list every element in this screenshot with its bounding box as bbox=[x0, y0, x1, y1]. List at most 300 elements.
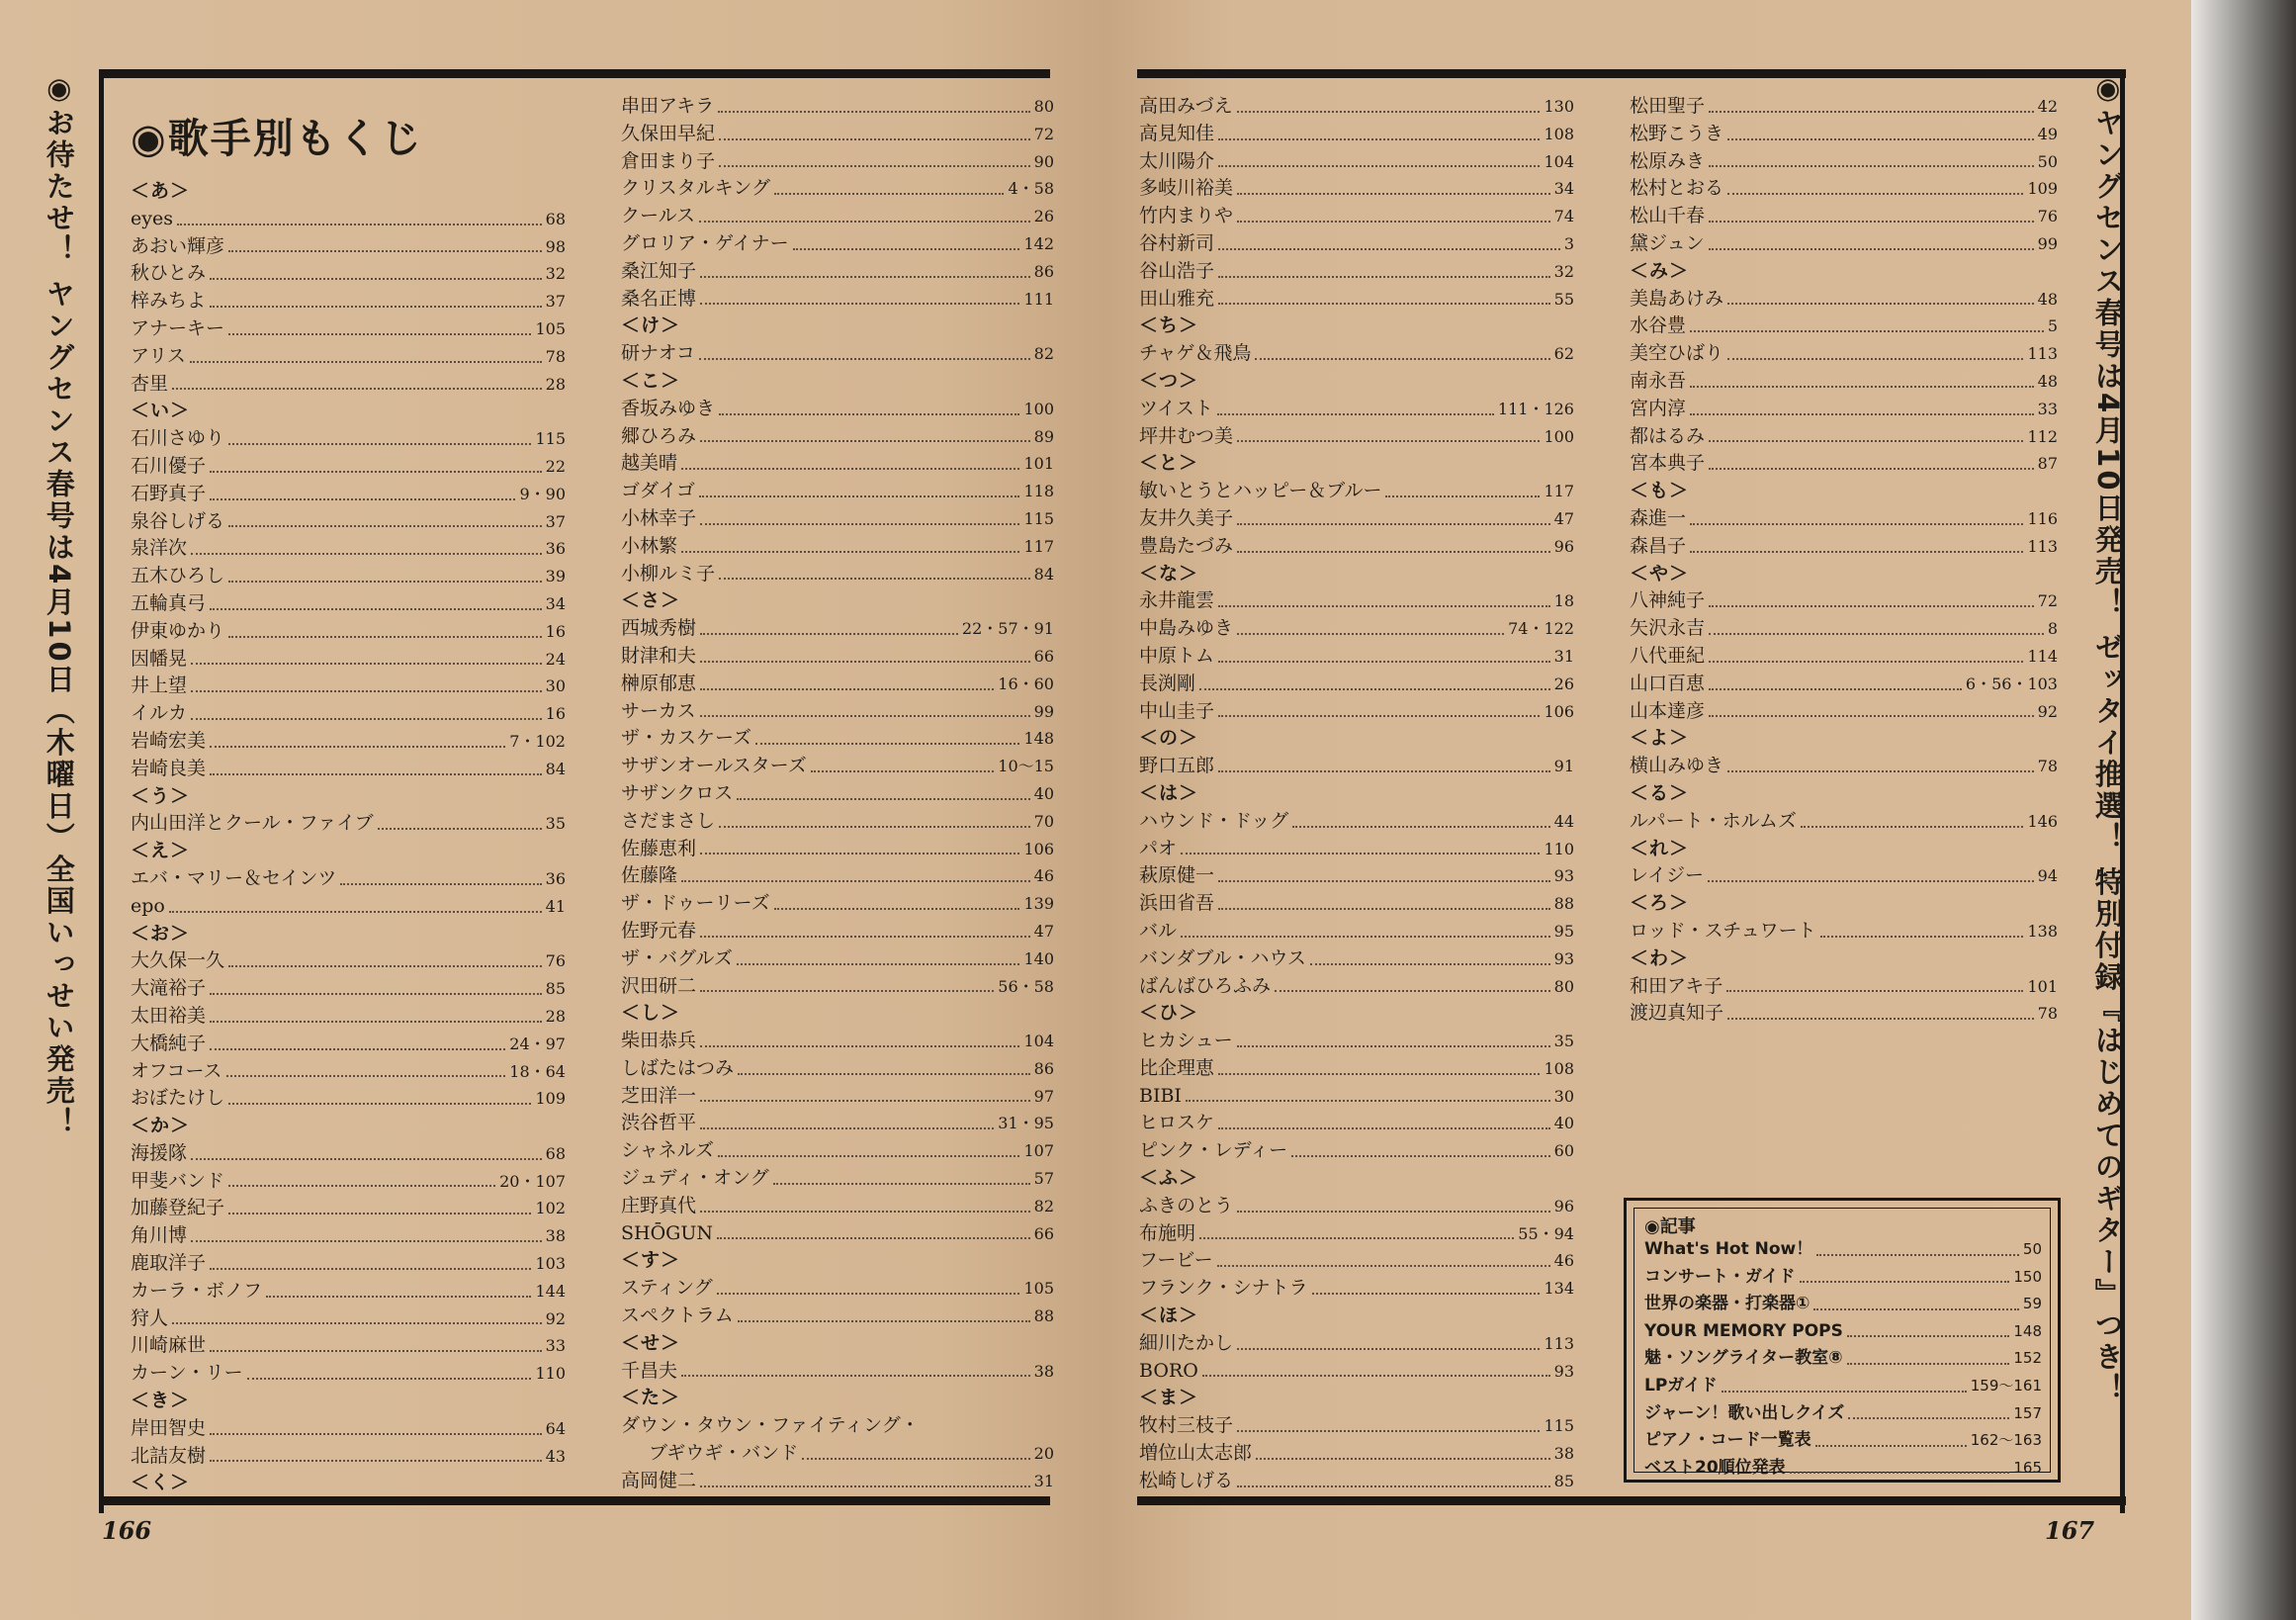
top-rule-left bbox=[99, 69, 1050, 78]
index-entry bbox=[621, 423, 1054, 451]
page-ref: 32 bbox=[545, 264, 566, 284]
dot-leader bbox=[247, 1378, 532, 1380]
dot-leader bbox=[1181, 853, 1540, 855]
index-entry bbox=[621, 1193, 1054, 1220]
artist-name: 魅・ソングライター教室⑧ bbox=[1644, 1348, 1843, 1369]
page-ref: 140 bbox=[1023, 948, 1054, 968]
artist-name: 渋谷哲平 bbox=[621, 1112, 697, 1134]
page-ref: 111 bbox=[1023, 289, 1054, 309]
artist-name: 千昌夫 bbox=[621, 1359, 678, 1382]
artist-name: 小柳ルミ子 bbox=[621, 562, 716, 585]
artist-name: 八代亜紀 bbox=[1630, 644, 1706, 667]
index-entry bbox=[1630, 148, 2058, 176]
index-entry bbox=[1630, 450, 2058, 478]
artist-name: 松田聖子 bbox=[1630, 95, 1706, 117]
dot-leader bbox=[1218, 303, 1550, 305]
left-page bbox=[0, 0, 1102, 1620]
page-ref: 99 bbox=[1033, 701, 1054, 721]
page-ref: 88 bbox=[1553, 894, 1574, 914]
dot-leader bbox=[719, 578, 1030, 580]
page-ref: 92 bbox=[545, 1308, 566, 1328]
artist-name: 小林幸子 bbox=[621, 506, 697, 529]
index-entry bbox=[1139, 973, 1574, 1001]
page-ref: 92 bbox=[2037, 701, 2058, 721]
kana-section-heading: ＜も＞ bbox=[1630, 480, 1690, 502]
kana-section-heading: ＜こ＞ bbox=[621, 369, 681, 392]
artist-name: カーラ・ボノフ bbox=[131, 1279, 263, 1302]
dot-leader bbox=[699, 358, 1030, 360]
index-column-1 bbox=[131, 178, 566, 1497]
kana-section-heading: ＜し＞ bbox=[621, 1002, 681, 1025]
index-entry bbox=[1139, 1055, 1574, 1083]
page-ref: 44 bbox=[1553, 811, 1574, 831]
artist-name: 比企理恵 bbox=[1139, 1056, 1215, 1079]
page-ref: 112 bbox=[2027, 426, 2058, 446]
page-ref: 113 bbox=[2027, 344, 2058, 364]
artist-name: BORO bbox=[1139, 1359, 1198, 1382]
page-ref: 80 bbox=[1553, 976, 1574, 996]
page-edge bbox=[2191, 0, 2296, 1620]
index-entry bbox=[131, 1140, 566, 1168]
dot-leader bbox=[1709, 715, 2034, 717]
page-ref: 74・122 bbox=[1508, 619, 1574, 639]
index-entry bbox=[131, 810, 566, 838]
index-entry bbox=[1630, 121, 2058, 148]
dot-leader bbox=[1690, 551, 2023, 553]
page-ref: 78 bbox=[2037, 1004, 2058, 1024]
index-entry bbox=[131, 728, 566, 756]
artist-name: LPガイド bbox=[1644, 1375, 1718, 1395]
page-ref: 104 bbox=[1544, 151, 1574, 171]
dot-leader bbox=[1848, 1417, 2009, 1419]
dot-leader bbox=[1237, 1430, 1540, 1432]
artist-name: 倉田まり子 bbox=[621, 149, 716, 172]
page-ref: 37 bbox=[545, 511, 566, 531]
artist-name: ハウンド・ドッグ bbox=[1139, 809, 1289, 832]
page-ref: 82 bbox=[1033, 1196, 1054, 1215]
index-entry bbox=[1139, 533, 1574, 561]
page-ref: 24 bbox=[545, 649, 566, 669]
artist-name: 桑名正博 bbox=[621, 287, 697, 310]
kana-section-heading: ＜は＞ bbox=[1139, 781, 1199, 804]
dot-leader bbox=[210, 1433, 542, 1435]
page-ref: 86 bbox=[1033, 1058, 1054, 1078]
page-ref: 99 bbox=[2037, 233, 2058, 253]
artist-name: 狩人 bbox=[131, 1306, 169, 1329]
kana-section-heading: ＜ろ＞ bbox=[1630, 892, 1690, 915]
dot-leader bbox=[172, 1322, 542, 1324]
artist-name: パオ bbox=[1139, 837, 1178, 859]
dot-leader bbox=[700, 1211, 1030, 1213]
dot-leader bbox=[717, 1293, 1020, 1295]
dot-leader bbox=[681, 551, 1019, 553]
dot-leader bbox=[1722, 1391, 1967, 1393]
index-entry bbox=[1630, 973, 2058, 1001]
artist-name: ルパート・ホルムズ bbox=[1630, 809, 1797, 832]
kana-section-heading: ＜ほ＞ bbox=[1139, 1305, 1199, 1327]
index-entry bbox=[131, 343, 566, 371]
artist-name: 川崎麻世 bbox=[131, 1334, 207, 1357]
artist-name: 山口百恵 bbox=[1630, 672, 1706, 694]
artist-name: 美島あけみ bbox=[1630, 287, 1724, 310]
dot-leader bbox=[700, 688, 994, 690]
index-entry bbox=[131, 288, 566, 315]
dot-leader bbox=[773, 1183, 1030, 1185]
index-entry bbox=[1139, 862, 1574, 890]
kana-section-heading: ＜ふ＞ bbox=[1139, 1167, 1199, 1190]
dot-leader bbox=[700, 440, 1030, 442]
artist-name: 世界の楽器・打楽器① bbox=[1644, 1294, 1810, 1314]
page-ref: 104 bbox=[1023, 1032, 1054, 1051]
dot-leader bbox=[266, 1296, 531, 1298]
artist-name: 芝田洋一 bbox=[621, 1084, 697, 1107]
dot-leader bbox=[1218, 1127, 1550, 1129]
artist-name: ブギウギ・バンド bbox=[649, 1442, 799, 1465]
dot-leader bbox=[210, 1460, 542, 1462]
index-entry bbox=[1630, 918, 2058, 945]
index-entry bbox=[1139, 478, 1574, 505]
index-entry bbox=[1630, 93, 2058, 121]
artist-name: 庄野真代 bbox=[621, 1194, 697, 1216]
dot-leader bbox=[228, 965, 542, 967]
page-ref: 16 bbox=[545, 621, 566, 641]
index-entry bbox=[621, 1083, 1054, 1111]
page-ref: 43 bbox=[545, 1446, 566, 1466]
dot-leader bbox=[210, 471, 542, 473]
dot-leader bbox=[1237, 551, 1550, 553]
artist-name: オフコース bbox=[131, 1059, 222, 1082]
index-entry bbox=[1139, 808, 1574, 836]
artist-name: 八神純子 bbox=[1630, 589, 1706, 612]
artist-name: フービー bbox=[1139, 1249, 1213, 1272]
artist-name: クールス bbox=[621, 205, 696, 227]
index-entry bbox=[131, 1443, 566, 1471]
index-entry bbox=[131, 481, 566, 508]
index-column-4 bbox=[1630, 93, 2058, 1028]
artist-name: eyes bbox=[131, 207, 173, 229]
page-ref: 78 bbox=[2037, 757, 2058, 776]
artist-name: カーン・リー bbox=[131, 1362, 243, 1385]
top-rule-right bbox=[1137, 69, 2126, 78]
artist-name: 高見知佳 bbox=[1139, 122, 1215, 144]
index-entry bbox=[621, 1358, 1054, 1386]
artist-name: 水谷豊 bbox=[1630, 315, 1687, 337]
page-title: ◉歌手別もくじ bbox=[131, 115, 423, 162]
artist-name: サザンオールスターズ bbox=[621, 755, 807, 777]
artist-name: ベスト20順位発表 bbox=[1644, 1457, 1786, 1478]
index-entry bbox=[131, 563, 566, 590]
kana-section-heading: ＜つ＞ bbox=[1139, 369, 1199, 392]
bottom-rule-left bbox=[99, 1496, 1050, 1505]
page-ref: 157 bbox=[2013, 1403, 2042, 1422]
index-entry bbox=[131, 646, 566, 674]
dot-leader bbox=[1237, 1485, 1550, 1487]
index-entry bbox=[621, 1275, 1054, 1303]
page-ref: 40 bbox=[1553, 1114, 1574, 1133]
dot-leader bbox=[1237, 523, 1550, 525]
index-entry bbox=[1630, 753, 2058, 780]
kana-section-heading: ＜え＞ bbox=[131, 840, 191, 862]
dot-leader bbox=[210, 306, 542, 308]
index-entry bbox=[621, 698, 1054, 726]
dot-leader bbox=[210, 1021, 542, 1023]
index-entry bbox=[131, 1222, 566, 1250]
index-entry bbox=[1630, 203, 2058, 230]
index-entry bbox=[621, 148, 1054, 176]
dot-leader bbox=[1820, 936, 2024, 938]
page-ref: 109 bbox=[2027, 179, 2058, 199]
artist-name: フランク・シナトラ bbox=[1139, 1277, 1308, 1300]
page-ref: 56・58 bbox=[998, 976, 1054, 996]
artist-name: 松崎しげる bbox=[1139, 1469, 1234, 1491]
dot-leader bbox=[1709, 248, 2034, 250]
index-entry bbox=[1139, 698, 1574, 726]
index-entry bbox=[1139, 505, 1574, 533]
index-entry bbox=[1644, 1291, 2042, 1318]
dot-leader bbox=[1218, 138, 1540, 140]
dot-leader bbox=[1726, 990, 2023, 992]
page-ref: 7・102 bbox=[509, 731, 566, 751]
dot-leader bbox=[1709, 221, 2034, 223]
dot-leader bbox=[699, 495, 1020, 497]
kana-section-heading: ＜お＞ bbox=[131, 922, 191, 945]
index-entry bbox=[131, 233, 566, 261]
dot-leader bbox=[1181, 936, 1550, 938]
page-ref: 64 bbox=[545, 1418, 566, 1438]
index-entry bbox=[131, 1085, 566, 1113]
page-ref: 38 bbox=[545, 1226, 566, 1246]
dot-leader bbox=[700, 276, 1030, 278]
kana-section-heading: ＜さ＞ bbox=[621, 589, 681, 612]
page-ref: 103 bbox=[535, 1254, 566, 1274]
index-entry bbox=[621, 203, 1054, 230]
artist-name: チャゲ＆飛鳥 bbox=[1139, 342, 1252, 365]
page-ref: 33 bbox=[2037, 399, 2058, 418]
index-entry bbox=[1139, 340, 1574, 368]
page-ref: 47 bbox=[1553, 508, 1574, 528]
page-ref: 38 bbox=[1033, 1361, 1054, 1381]
page-ref: 139 bbox=[1023, 894, 1054, 914]
dot-leader bbox=[1385, 495, 1540, 497]
artist-name: 松野こうき bbox=[1630, 122, 1724, 144]
artist-name: 宮内淳 bbox=[1630, 397, 1687, 419]
page-ref: 68 bbox=[545, 209, 566, 228]
index-entry bbox=[1139, 121, 1574, 148]
dot-leader bbox=[1275, 990, 1550, 992]
kana-section-heading: ＜ち＞ bbox=[1139, 315, 1199, 337]
dot-leader bbox=[1218, 1073, 1540, 1075]
artist-name: コンサート・ガイド bbox=[1644, 1266, 1796, 1287]
dot-leader bbox=[1218, 661, 1550, 663]
index-entry bbox=[621, 808, 1054, 836]
index-entry bbox=[1139, 148, 1574, 176]
page-ref: 105 bbox=[1023, 1279, 1054, 1299]
artist-name: 森昌子 bbox=[1630, 534, 1687, 557]
artist-name: ツイスト bbox=[1139, 397, 1213, 419]
index-entry bbox=[621, 450, 1054, 478]
artist-name: 渡辺真知子 bbox=[1630, 1002, 1724, 1025]
dot-leader bbox=[1312, 1293, 1541, 1295]
index-entry bbox=[621, 175, 1054, 203]
page-ref: 55 bbox=[1553, 289, 1574, 309]
page-ref: 50 bbox=[2037, 151, 2058, 171]
page-ref: 68 bbox=[545, 1143, 566, 1163]
dot-leader bbox=[700, 715, 1030, 717]
dot-leader bbox=[699, 221, 1030, 223]
page-ref: 94 bbox=[2037, 866, 2058, 886]
dot-leader bbox=[1690, 523, 2023, 525]
index-entry bbox=[621, 286, 1054, 314]
index-entry bbox=[621, 396, 1054, 423]
page-ref: 50 bbox=[2022, 1240, 2042, 1258]
kana-section-heading: ＜う＞ bbox=[131, 784, 191, 807]
page-ref: 108 bbox=[1544, 124, 1574, 143]
artist-name: 横山みゆき bbox=[1630, 755, 1724, 777]
index-entry bbox=[621, 890, 1054, 918]
artist-name: 研ナオコ bbox=[621, 342, 695, 365]
kana-section-heading: ＜く＞ bbox=[131, 1472, 191, 1494]
dot-leader bbox=[1727, 193, 2023, 195]
dot-leader bbox=[191, 1240, 542, 1242]
dot-leader bbox=[700, 1100, 1030, 1102]
index-entry bbox=[1139, 1440, 1574, 1468]
artist-name: ヒカシュー bbox=[1139, 1030, 1233, 1052]
page-ref: 38 bbox=[1553, 1444, 1574, 1464]
artist-name: アナーキー bbox=[131, 316, 225, 339]
page-ref: 101 bbox=[2027, 976, 2058, 996]
index-column-2 bbox=[621, 93, 1054, 1495]
dot-leader bbox=[700, 303, 1019, 305]
artist-name: 財津和夫 bbox=[621, 644, 697, 667]
dot-leader bbox=[1727, 1018, 2034, 1020]
artist-name: 柴田恭兵 bbox=[621, 1030, 697, 1052]
dot-leader bbox=[755, 743, 1019, 745]
artist-name: ザ・カスケーズ bbox=[621, 727, 752, 750]
index-entry bbox=[1139, 753, 1574, 780]
artist-name: 大滝裕子 bbox=[131, 977, 207, 1000]
artist-name: 佐藤隆 bbox=[621, 864, 678, 887]
dot-leader bbox=[191, 553, 542, 555]
page-ref: 101 bbox=[1023, 454, 1054, 474]
index-entry bbox=[1139, 836, 1574, 863]
index-entry bbox=[131, 700, 566, 728]
artist-name: 久保田早紀 bbox=[621, 122, 716, 144]
page-ref: 150 bbox=[2013, 1267, 2042, 1286]
page-ref: 28 bbox=[545, 1006, 566, 1026]
artist-name: 梓みちよ bbox=[131, 290, 207, 313]
index-entry bbox=[621, 258, 1054, 286]
page-ref: 111・126 bbox=[1497, 399, 1574, 418]
page-ref: 114 bbox=[2027, 646, 2058, 666]
dot-leader bbox=[700, 661, 1030, 663]
artist-name: あおい輝彦 bbox=[131, 234, 225, 257]
artist-name: 井上望 bbox=[131, 675, 188, 697]
dot-leader bbox=[210, 746, 505, 748]
artist-name: アリス bbox=[131, 344, 186, 367]
dot-leader bbox=[1816, 1254, 2019, 1256]
kana-section-heading: ＜な＞ bbox=[1139, 562, 1199, 585]
artist-name: 南永吾 bbox=[1630, 369, 1687, 392]
artist-name: 谷山浩子 bbox=[1139, 259, 1215, 282]
dot-leader bbox=[1709, 111, 2034, 113]
dot-leader bbox=[1237, 1348, 1540, 1350]
left-border-rule bbox=[99, 69, 104, 1513]
index-entry bbox=[1139, 890, 1574, 918]
artist-name: 松村とおる bbox=[1630, 177, 1724, 200]
page-ref: 138 bbox=[2027, 921, 2058, 941]
page-ref: 5 bbox=[2047, 316, 2058, 336]
artist-name: 豊島たづみ bbox=[1139, 534, 1234, 557]
artist-name: 友井久美子 bbox=[1139, 506, 1234, 529]
dot-leader bbox=[1790, 1472, 2010, 1474]
dot-leader bbox=[1727, 770, 2034, 772]
artist-name: 黛ジュン bbox=[1630, 231, 1705, 254]
artist-name: 中山圭子 bbox=[1139, 699, 1215, 722]
artist-name: ザ・ドゥーリーズ bbox=[621, 892, 770, 915]
dot-leader bbox=[191, 663, 542, 665]
index-entry bbox=[621, 1110, 1054, 1137]
index-entry bbox=[1644, 1318, 2042, 1346]
page-ref: 165 bbox=[2013, 1458, 2042, 1477]
index-entry bbox=[131, 206, 566, 233]
page-ref: 106 bbox=[1544, 701, 1574, 721]
dot-leader bbox=[1310, 963, 1550, 965]
index-entry bbox=[621, 753, 1054, 780]
page-ref: 107 bbox=[1023, 1141, 1054, 1161]
dot-leader bbox=[1237, 1045, 1550, 1047]
page-ref: 110 bbox=[535, 1364, 566, 1384]
page-ref: 84 bbox=[1033, 564, 1054, 584]
index-entry bbox=[621, 615, 1054, 643]
page-ref: 70 bbox=[1033, 811, 1054, 831]
index-entry bbox=[131, 618, 566, 646]
artist-name: SHŌGUN bbox=[621, 1221, 713, 1244]
artist-name: 田山雅充 bbox=[1139, 287, 1215, 310]
dot-leader bbox=[1847, 1363, 2010, 1365]
dot-leader bbox=[1237, 440, 1540, 442]
kana-section-heading: ＜す＞ bbox=[621, 1249, 681, 1272]
page-ref: 113 bbox=[1544, 1333, 1574, 1353]
page-ref: 115 bbox=[1023, 508, 1054, 528]
page-ref: 159〜161 bbox=[1970, 1376, 2042, 1395]
artist-name: サーカス bbox=[621, 699, 696, 722]
artist-name: 五輪真弓 bbox=[131, 591, 207, 614]
dot-leader bbox=[1218, 276, 1550, 278]
index-entry bbox=[1139, 1028, 1574, 1055]
dot-leader bbox=[1801, 826, 2024, 828]
page-ref: 89 bbox=[1033, 426, 1054, 446]
page-ref: 113 bbox=[2027, 536, 2058, 556]
artist-name: 佐藤恵利 bbox=[621, 837, 697, 859]
dot-leader bbox=[1727, 358, 2023, 360]
index-entry bbox=[621, 836, 1054, 863]
artist-name: 桑江知子 bbox=[621, 259, 697, 282]
dot-leader bbox=[1255, 358, 1549, 360]
artist-name: 長渕剛 bbox=[1139, 672, 1196, 694]
kana-section-heading: ＜わ＞ bbox=[1630, 946, 1690, 969]
dot-leader bbox=[210, 1268, 531, 1270]
index-entry bbox=[131, 425, 566, 453]
bottom-rule-right bbox=[1137, 1496, 2126, 1505]
index-entry bbox=[131, 590, 566, 618]
page-ref: 74 bbox=[1553, 207, 1574, 226]
page-ref: 47 bbox=[1033, 921, 1054, 941]
dot-leader bbox=[774, 908, 1020, 910]
dot-leader bbox=[793, 248, 1020, 250]
dot-leader bbox=[700, 1485, 1030, 1487]
artist-name: ジュディ・オング bbox=[621, 1167, 769, 1190]
dot-leader bbox=[210, 608, 542, 610]
